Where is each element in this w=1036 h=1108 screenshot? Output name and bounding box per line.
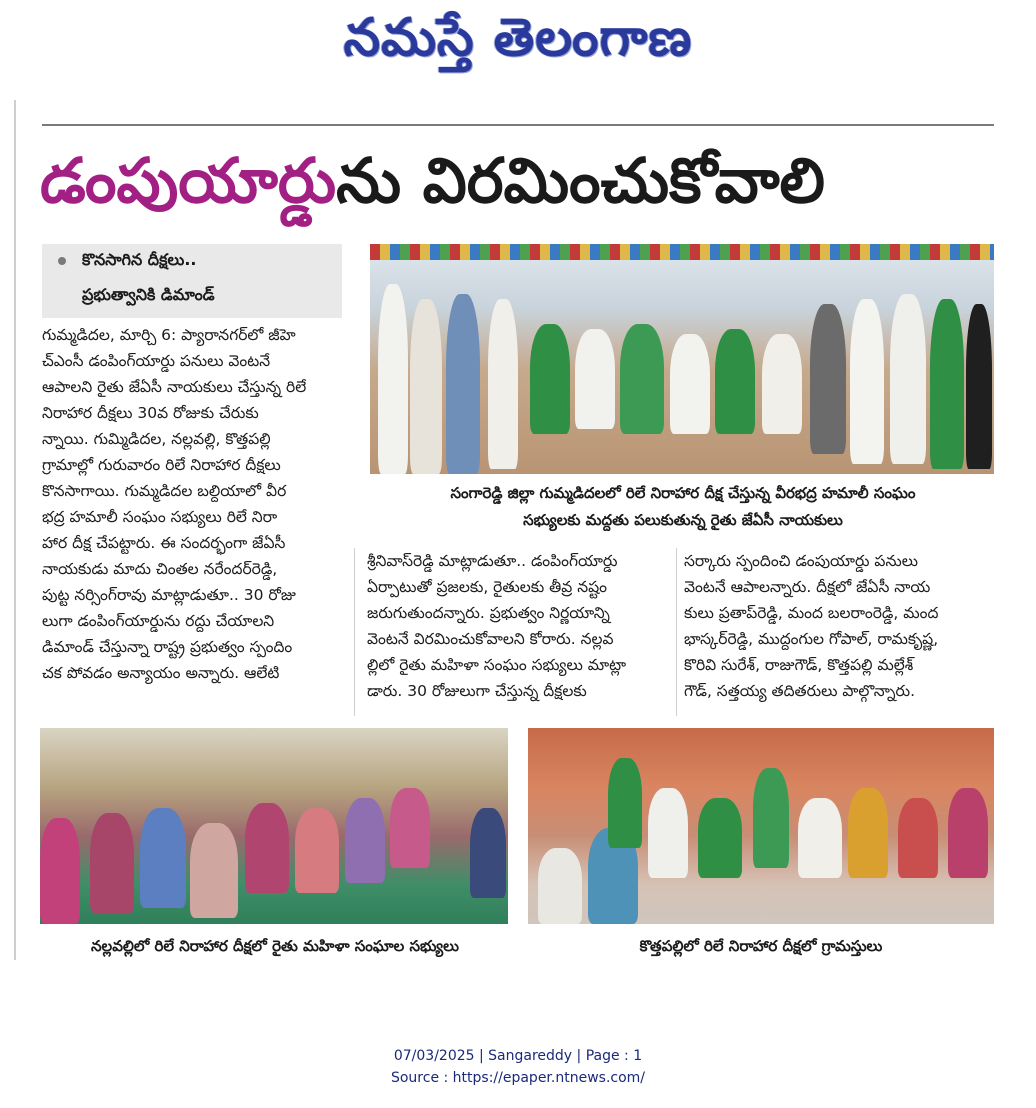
- left-photo-caption: నల్లవల్లిలో రిలే నిరాహార దీక్షలో రైతు మహిళా సంఘాల సభ్యులు: [91, 937, 459, 955]
- bunting-decoration: [370, 244, 994, 260]
- article-line: చ్‌ఎంసీ డంపింగ్‌యార్డు పనులు వెంటనే: [42, 352, 271, 370]
- column-divider: [676, 548, 677, 716]
- headline-rest: ను విరమించుకోవాలి: [336, 144, 826, 217]
- article-column-3: [684, 548, 994, 704]
- left-border-rule: [14, 100, 16, 960]
- article-line: హార దీక్ష చేపట్టారు. ఈ సందర్భంగా జేఏసీ: [42, 534, 286, 552]
- subhead-2: ప్రభుత్వానికి డిమాండ్: [82, 285, 215, 304]
- article-line: డిమాండ్ చేస్తున్నా రాష్ట్ర ప్రభుత్వం స్పందిం: [42, 638, 293, 656]
- subhead-1: కొనసాగిన దీక్షలు..: [82, 250, 197, 269]
- right-photo: [528, 728, 994, 924]
- main-photo-caption-line-1: సంగారెడ్డి జిల్లా గుమ్మడిదలలో రిలే నిరాహార దీక్ష చేస్తున్న వీరభద్ర హమాలీ సంఘం: [450, 484, 916, 502]
- article-column-2: [367, 548, 672, 704]
- article-line: భద్ర హమాలీ సంఘం సభ్యులు రిలే నిరా: [42, 508, 278, 526]
- article-column-1: [42, 322, 342, 686]
- article-line: శ్రీనివాస్‌రెడ్డి మాట్లాడుతూ.. డంపింగ్‌యార్డు: [367, 552, 618, 570]
- article-line: వెంటనే విరమించుకోవాలని కోరారు. నల్లవ: [367, 630, 614, 648]
- main-photo-caption-line-2: సభ్యులకు మద్దతు పలుకుతున్న రైతు జేఏసీ నాయకులు: [523, 511, 843, 529]
- article-line: డారు. 30 రోజులుగా చేస్తున్న దీక్షలకు: [367, 682, 587, 700]
- article-line: ఆపాలని రైతు జేఏసీ నాయకులు చేస్తున్న రిలే: [42, 378, 307, 396]
- left-photo: [40, 728, 508, 924]
- article-line: చక పోవడం అన్యాయం అన్నారు. ఆలేటి: [42, 664, 280, 682]
- right-photo-caption: కొత్తపల్లిలో రిలే నిరాహార దీక్షలో గ్రామస్తులు: [639, 937, 883, 955]
- article-line: ఏర్పాటుతో ప్రజలకు, రైతులకు తీవ్ర నష్టం: [367, 578, 608, 596]
- article-line: న్నాయి. గుమ్మిడిదల, నల్లవల్లి, కొత్తపల్లి: [42, 430, 271, 448]
- headline-accent: డంపుయార్డు: [40, 144, 337, 217]
- main-photo: [370, 244, 994, 474]
- article-line: భాస్కర్‌రెడ్డి, ముద్దంగుల గోపాల్, రామకృష్ణ,: [684, 630, 939, 648]
- footer-source: Source : https://epaper.ntnews.com/: [390, 1070, 646, 1086]
- headline: [40, 136, 1000, 226]
- article-line: గౌడ్, సత్తయ్య తదితరులు పాల్గొన్నారు.: [684, 682, 916, 700]
- article-line: కులు ప్రతాప్‌రెడ్డి, మంద బలరాంరెడ్డి, మంద: [684, 604, 939, 622]
- article-line: సర్కారు స్పందించి డంపుయార్డు పనులు: [684, 552, 919, 570]
- article-line: కొనసాగాయి. గుమ్మడిదల బల్దియాలో వీర: [42, 482, 287, 500]
- header-divider: [42, 124, 994, 126]
- bullet-icon: [58, 257, 66, 265]
- article-line: లుగా డంపింగ్‌యార్డును రద్దు చేయాలని: [42, 612, 275, 630]
- article-line: వెంటనే ఆపాలన్నారు. దీక్షలో జేఏసీ నాయ: [684, 578, 931, 596]
- footer-date-edition: 07/03/2025 | Sangareddy | Page : 1: [393, 1048, 643, 1064]
- article-line: ల్లిలో రైతు మహిళా సంఘం సభ్యులు మాట్లా: [367, 656, 627, 674]
- article-line: గుమ్మడిదల, మార్చి 6: ప్యారానగర్‌లో జీహె: [42, 326, 296, 344]
- column-divider: [354, 548, 355, 716]
- article-line: గ్రామాల్లో గురువారం రిలే నిరాహార దీక్షలు: [42, 456, 281, 474]
- article-line: నిరాహార దీక్షలు 30వ రోజుకు చేరుకు: [42, 404, 259, 422]
- masthead: నమస్తే తెలంగాణ: [343, 8, 693, 68]
- article-line: పుట్ట నర్సింగ్‌రావు మాట్లాడుతూ.. 30 రోజు: [42, 586, 296, 604]
- article-line: కొరివి సురేశ్, రాజుగౌడ్, కొత్తపల్లి మల్లేశ్: [684, 656, 914, 674]
- article-line: నాయకుడు మాదు చింతల నరేందర్‌రెడ్డి,: [42, 560, 278, 578]
- article-line: జరుగుతుందన్నారు. ప్రభుత్వం నిర్ణయాన్ని: [367, 604, 610, 622]
